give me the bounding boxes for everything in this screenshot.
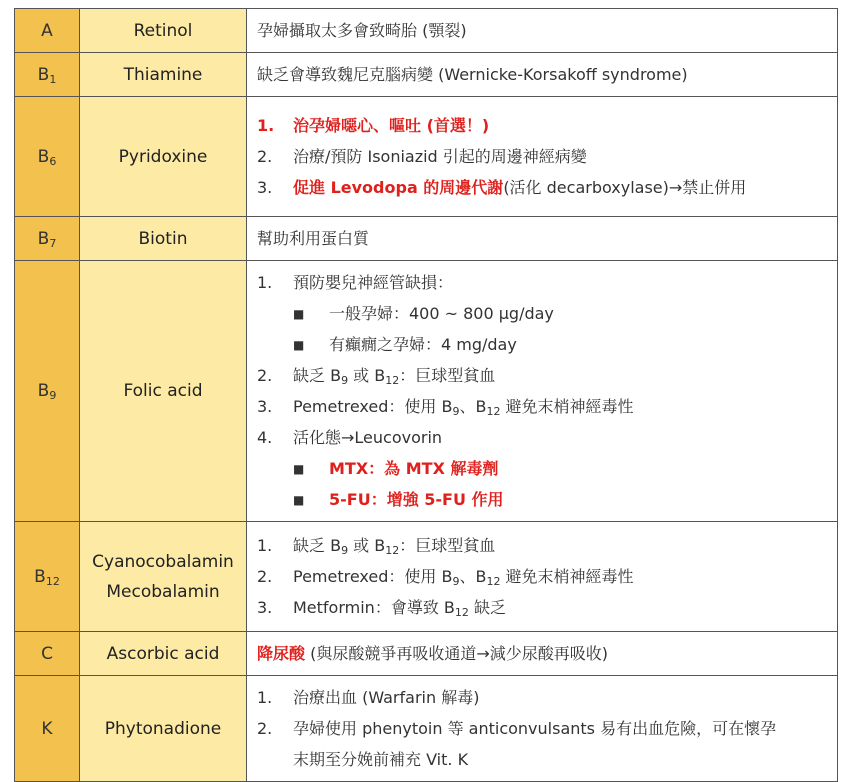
list-item: 末期至分娩前補充 Vit. K [293, 750, 469, 769]
row-description [247, 261, 838, 522]
table-row [15, 676, 838, 782]
row-description: 孕婦攝取太多會致畸胎 (顎裂) [247, 9, 838, 53]
list-item: 1. 預防嬰兒神經管缺損： [257, 273, 454, 292]
list-item: ■ MTX：為 MTX 解毒劑 [293, 459, 499, 478]
row-name: Thiamine [80, 53, 247, 97]
table-row [15, 9, 838, 53]
list-item: 3. Pemetrexed：使用 $B_9$、$B_{12}$ 避免末梢神經毒性 [257, 397, 634, 418]
row-name: Biotin [80, 217, 247, 261]
list-item: 1. 治孕婦噁心、嘔吐 (首選！) [257, 116, 490, 135]
row-key: A [15, 9, 80, 53]
row-key: $B_6$ [15, 97, 80, 217]
row-name: Pyridoxine [80, 97, 247, 217]
row-description [247, 522, 838, 632]
table-row [15, 97, 838, 217]
row-key: K [15, 676, 80, 782]
row-name: Folic acid [80, 261, 247, 522]
list-item: 4. 活化態→Leucovorin [257, 428, 443, 447]
list-item: 2. Pemetrexed：使用 $B_9$、$B_{12}$ 避免末梢神經毒性 [257, 567, 634, 588]
vitamin-table [14, 8, 838, 782]
row-description [247, 676, 838, 782]
table-row [15, 261, 838, 522]
list-item: 2. 孕婦使用 phenytoin 等 anticonvulsants 易有出血危險，可在懷孕 [257, 719, 777, 738]
list-item: 3. Metformin：會導致 $B_{12}$ 缺乏 [257, 598, 506, 619]
row-key: C [15, 632, 80, 676]
row-name: Retinol [80, 9, 247, 53]
list-item: 3. 促進 Levodopa 的周邊代謝(活化 decarboxylase)→禁止併用 [257, 178, 747, 197]
row-key: $B_1$ [15, 53, 80, 97]
row-description: 缺乏會導致魏尼克腦病變 (Wernicke-Korsakoff syndrome) [247, 53, 838, 97]
list-item: 1. 治療出血 (Warfarin 解毒) [257, 688, 480, 707]
list-item: ■ 有癲癇之孕婦：4 mg/day [293, 335, 517, 354]
row-description: 降尿酸 (與尿酸競爭再吸收通道→減少尿酸再吸收) [247, 632, 838, 676]
row-key: $B_7$ [15, 217, 80, 261]
row-name: Phytonadione [80, 676, 247, 782]
row-name: Cyanocobalamin Mecobalamin [80, 522, 247, 632]
list-item: 1. 缺乏 $B_9$ 或 $B_{12}$：巨球型貧血 [257, 536, 496, 557]
list-item: 2. 缺乏 $B_9$ 或 $B_{12}$：巨球型貧血 [257, 366, 496, 387]
row-name: Ascorbic acid [80, 632, 247, 676]
table-row [15, 522, 838, 632]
table-row [15, 53, 838, 97]
row-key: $B_9$ [15, 261, 80, 522]
table-row [15, 632, 838, 676]
list-item: ■ 一般孕婦：400 ~ 800 μg/day [293, 304, 554, 323]
row-description: 幫助利用蛋白質 [247, 217, 838, 261]
list-item: ■ 5-FU：增強 5-FU 作用 [293, 490, 504, 509]
table-row [15, 217, 838, 261]
list-item: 2. 治療/預防 Isoniazid 引起的周邊神經病變 [257, 147, 587, 166]
row-key: $B_{12}$ [15, 522, 80, 632]
row-description [247, 97, 838, 217]
